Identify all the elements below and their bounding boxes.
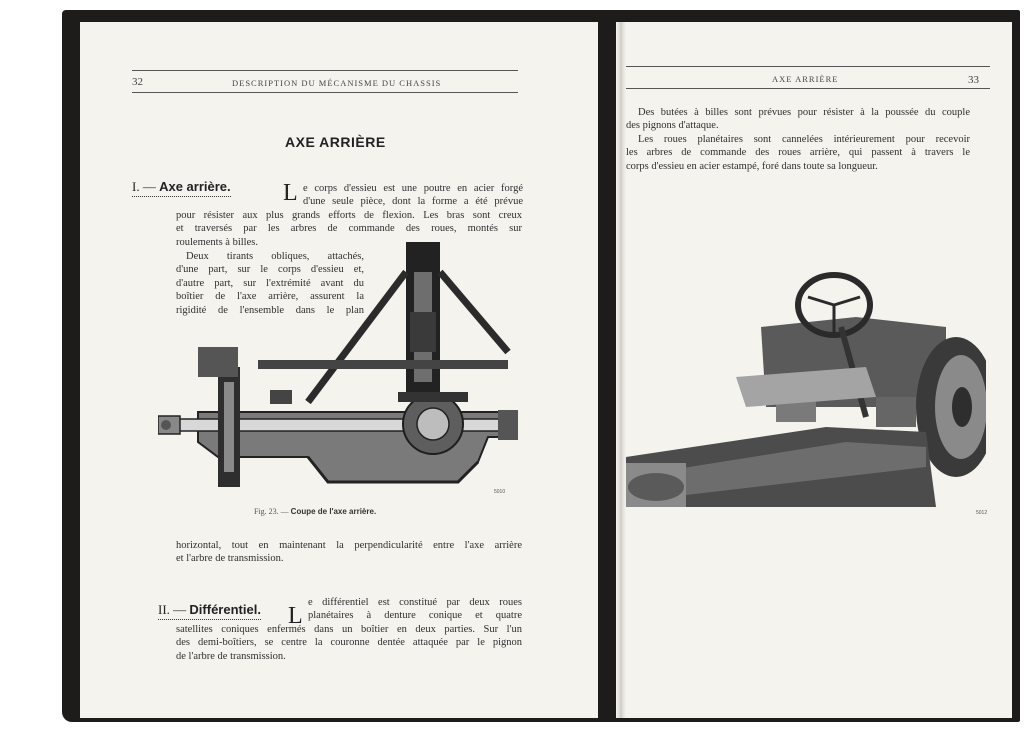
dropcap-l: L bbox=[283, 180, 298, 206]
plate-code: 5010 bbox=[494, 489, 506, 495]
rear-axle-cutaway-illustration bbox=[158, 242, 518, 497]
header-rule-bottom bbox=[626, 88, 990, 89]
text-line: rigidité de l'ensemble dans le plan bbox=[176, 304, 364, 316]
text-line: corps d'essieu en acier estampé, foré dans toute sa longueur. bbox=[626, 160, 878, 172]
chapter-title: AXE ARRIÈRE bbox=[285, 134, 386, 150]
paragraph-differentiel bbox=[308, 596, 522, 623]
text-line: pour résister aux plus grands efforts de flexion. Les bras sont creux bbox=[176, 210, 522, 221]
text-line: d'une seule pièce, dont la forme a été prévue bbox=[303, 196, 523, 208]
running-head-left: DESCRIPTION DU MÉCANISME DU CHASSIS bbox=[232, 78, 442, 88]
text-line: satellites coniques enfermés dans un boîtier en deux parties. Sur l'un bbox=[176, 624, 522, 635]
paragraph-axe-arriere bbox=[303, 182, 523, 209]
section-heading-axe-arriere bbox=[132, 179, 231, 197]
dropcap-l: L bbox=[288, 603, 303, 629]
section-number: I. — bbox=[132, 179, 156, 194]
text-line: e différentiel est constitué par deux roues bbox=[308, 597, 522, 608]
header-rule-bottom bbox=[132, 92, 518, 93]
running-head-right: AXE ARRIÈRE bbox=[772, 74, 839, 84]
book-gutter bbox=[616, 22, 626, 718]
plate-code: 5012 bbox=[976, 510, 988, 516]
paragraph-butees bbox=[626, 106, 970, 173]
section-heading-differentiel bbox=[158, 602, 261, 620]
text-line: horizontal, tout en maintenant la perpendicularité entre l'axe arrière bbox=[176, 540, 522, 551]
figure-caption bbox=[254, 507, 376, 516]
section-name: Axe arrière. bbox=[159, 179, 231, 194]
text-line: Deux tirants obliques, attachés, bbox=[186, 251, 364, 262]
text-line: les arbres de commande des roues arrière, qui passent à travers le bbox=[626, 147, 970, 159]
text-line: et traversés par les arbres de commande des roues, montés sur bbox=[176, 223, 522, 235]
book-cover bbox=[62, 10, 1020, 722]
caption-prefix: Fig. 23. — bbox=[254, 507, 289, 516]
section-number: II. — bbox=[158, 602, 187, 617]
header-rule-top bbox=[626, 66, 990, 67]
paragraph-differentiel-cont bbox=[176, 623, 522, 663]
page-number-left: 32 bbox=[132, 76, 143, 88]
text-line: d'une part, sur le corps d'essieu et, bbox=[176, 264, 364, 276]
text-line: d'autre part, sur l'extrémité avant du bbox=[176, 277, 364, 289]
text-line: des pignons d'attaque. bbox=[626, 120, 719, 132]
left-page bbox=[80, 22, 598, 718]
section-name: Différentiel. bbox=[189, 602, 261, 617]
right-page bbox=[626, 22, 1012, 718]
paragraph-continuation bbox=[176, 539, 522, 566]
text-line: boîtier de l'axe arrière, assurent la bbox=[176, 291, 364, 303]
caption-title: Coupe de l'axe arrière. bbox=[290, 507, 377, 516]
text-line: des demi-boîtiers, se centre la couronne dentée attaquée par le pignon bbox=[176, 637, 522, 649]
text-line: e corps d'essieu est une poutre en acier forgé bbox=[303, 183, 523, 194]
text-line: et l'arbre de transmission. bbox=[176, 553, 284, 565]
text-line: roulements à billes. bbox=[176, 236, 258, 248]
chassis-photograph bbox=[626, 267, 986, 507]
text-line: de l'arbre de transmission. bbox=[176, 650, 286, 662]
header-rule-top bbox=[132, 70, 518, 71]
text-line: Les roues planétaires sont cannelées intérieurement pour recevoir bbox=[638, 133, 970, 145]
text-line: Des butées à billes sont prévues pour résister à la poussée du couple bbox=[638, 107, 970, 118]
page-number-right: 33 bbox=[968, 74, 979, 86]
text-line: planétaires à denture conique et quatre bbox=[308, 610, 522, 622]
